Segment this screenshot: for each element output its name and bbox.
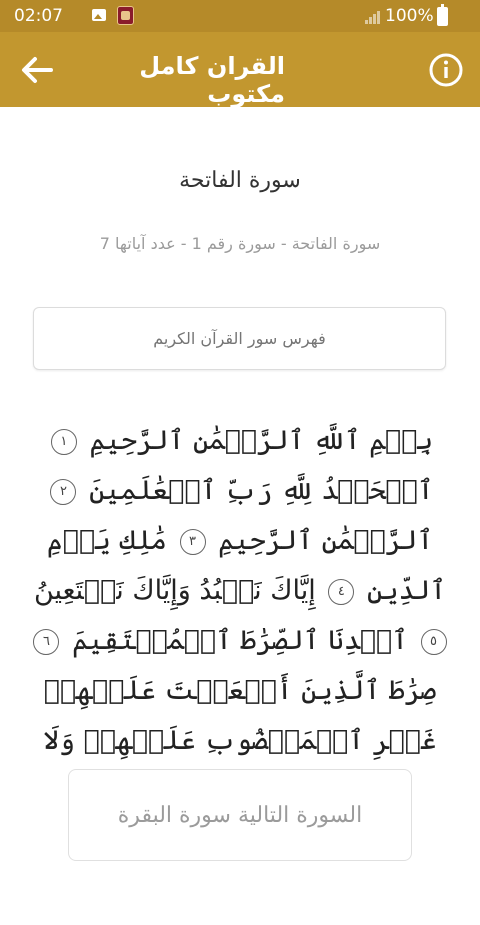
ayah-end-marker: ٢ [50, 479, 76, 505]
ayah-end-marker: ٤ [328, 579, 354, 605]
surah-index-button[interactable]: فهرس سور القرآن الكريم [33, 307, 446, 370]
ayah-text [28, 416, 452, 816]
arrow-left-icon [17, 52, 57, 88]
ayah-end-marker: ٥ [421, 629, 447, 655]
ayah-end-marker: ٦ [33, 629, 59, 655]
surah-meta: سورة الفاتحة - سورة رقم 1 - عدد آياتها 7 [99, 234, 381, 253]
ayah-end-marker: ٣ [180, 529, 206, 555]
ayah-7: صِرَٰطَ ٱلَّذِينَ أَنۡعَمۡتَ عَلَيۡهِمۡ غَيۡرِ ٱلۡمَغۡضُوبِ عَلَيۡهِمۡ وَلَا [43, 675, 437, 756]
surah-title: سورة الفاتحة [179, 168, 301, 193]
battery-percent: 100% [385, 6, 434, 26]
ayah-6: ٱهۡدِنَا ٱلصِّرَٰطَ ٱلۡمُسۡتَقِيمَ [72, 625, 408, 656]
ayah-4: مَٰلِكِ يَوۡمِ ٱلدِّينِ [46, 525, 447, 606]
ayah-5: إِيَّاكَ نَعۡبُدُ وَإِيَّاكَ نَسۡتَعِينُ [33, 575, 316, 606]
app-notification-icon [117, 6, 134, 25]
battery-icon [437, 7, 448, 26]
status-bar [0, 0, 480, 32]
ayah-2: ٱلۡحَمۡدُ لِلَّهِ رَبِّ ٱلۡعَٰلَمِينَ [89, 475, 434, 506]
info-icon [428, 52, 464, 88]
signal-icon [365, 8, 383, 24]
app-title: القران كامل مكتوب [139, 52, 285, 108]
ayah-1: بِسۡمِ ٱللَّهِ ٱلرَّحۡمَٰنِ ٱلرَّحِيمِ [89, 425, 434, 456]
gallery-icon [92, 9, 106, 21]
ayah-end-marker: ١ [51, 429, 77, 455]
ayah-3: ٱلرَّحۡمَٰنِ ٱلرَّحِيمِ [218, 525, 434, 556]
next-surah-button[interactable]: السورة التالية سورة البقرة [68, 769, 412, 861]
info-button[interactable] [428, 52, 464, 88]
back-button[interactable] [17, 52, 57, 88]
status-time: 02:07 [14, 6, 63, 26]
app-bar [0, 32, 480, 107]
